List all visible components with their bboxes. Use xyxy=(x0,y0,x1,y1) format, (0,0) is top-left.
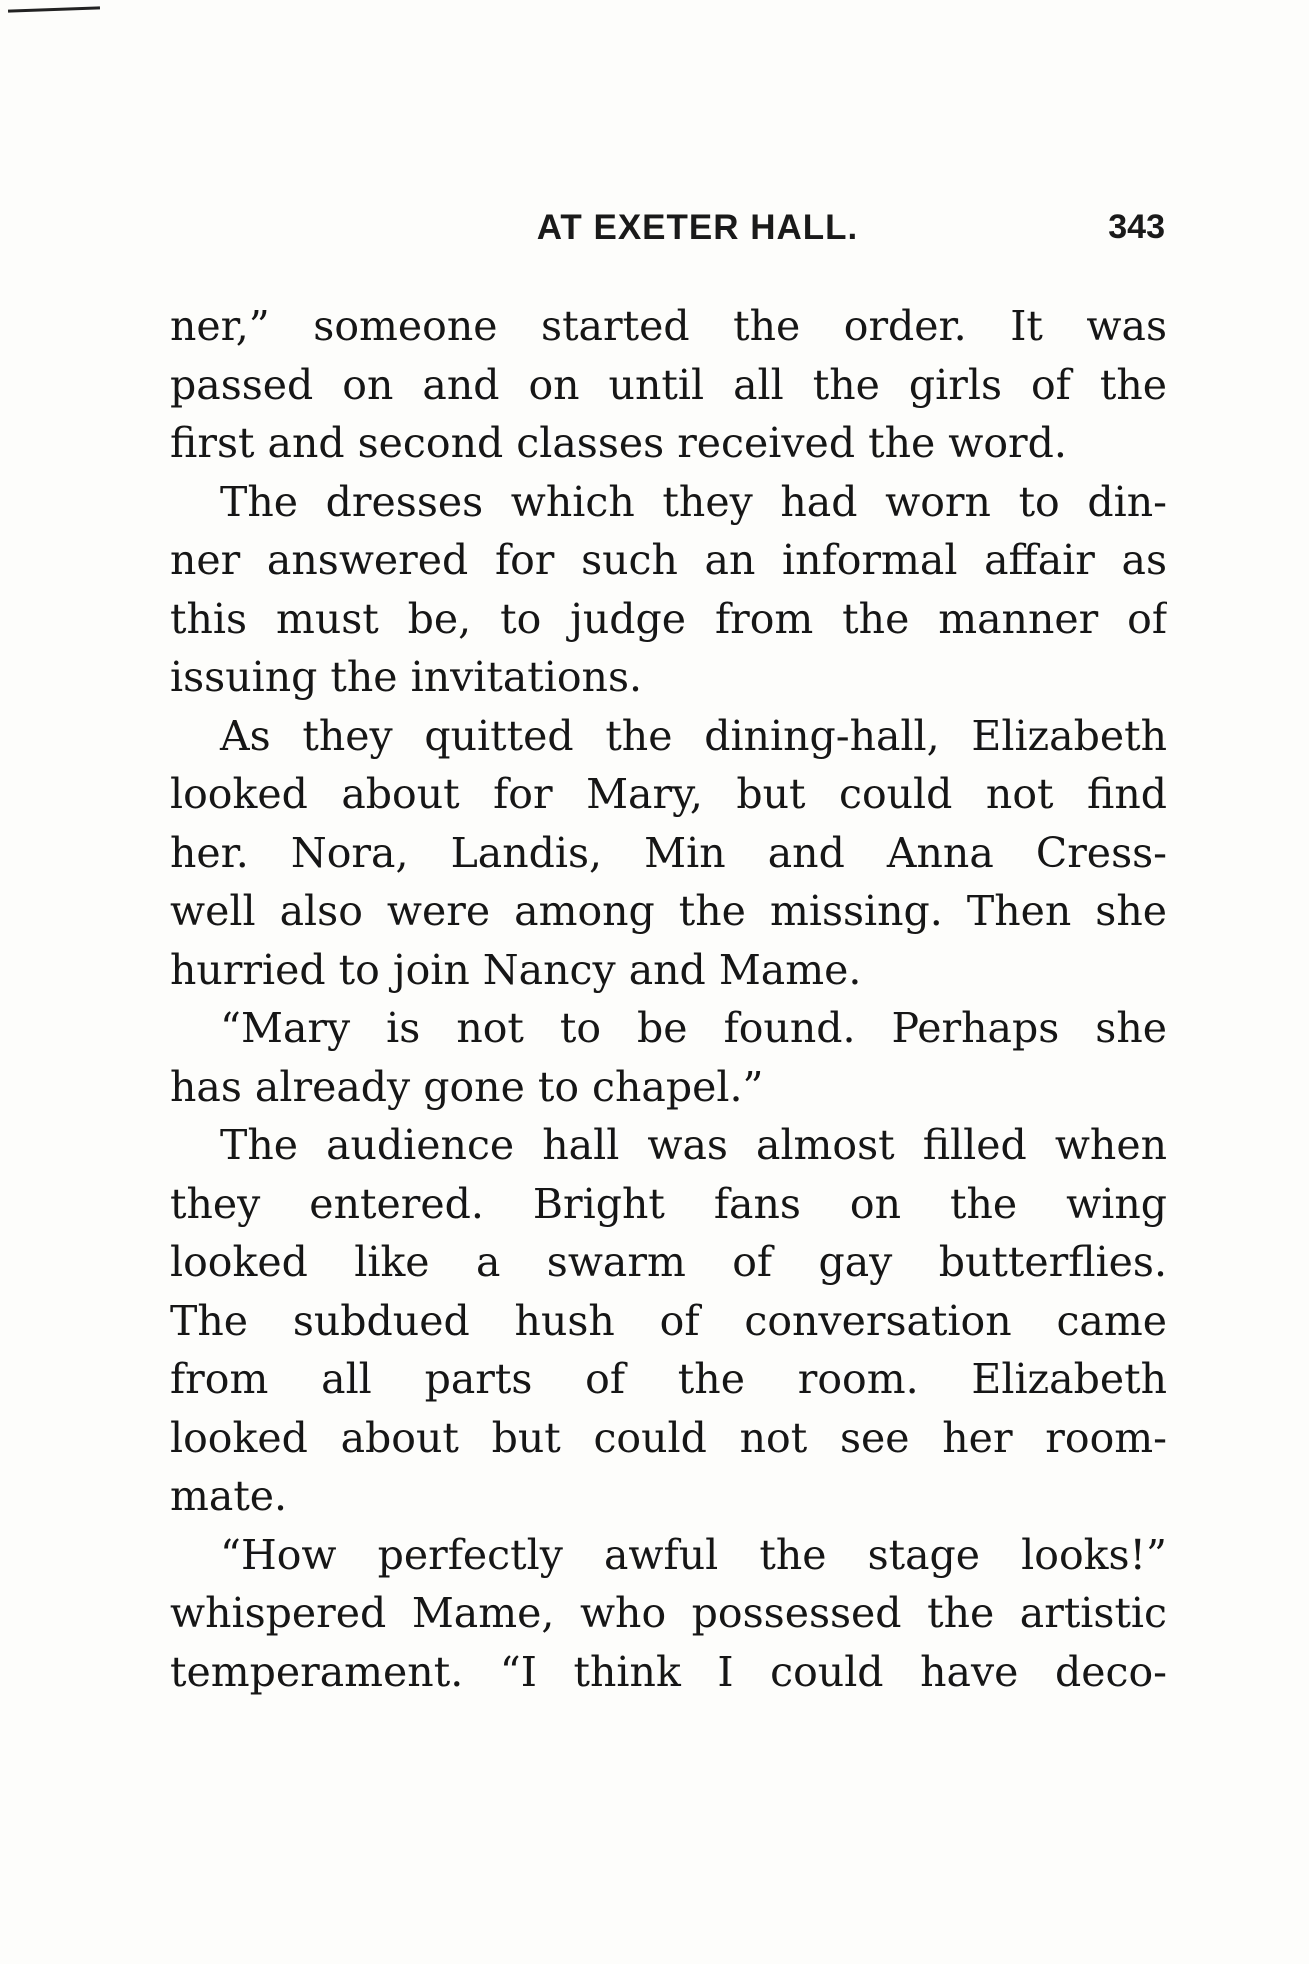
text-line: looked about but could not see her room- xyxy=(170,1413,1167,1462)
text-line: As they quitted the dining-hall, Elizabeth xyxy=(220,711,1167,760)
text-line: hurried to join Nancy and Mame. xyxy=(170,945,862,994)
running-title: AT EXETER HALL. xyxy=(536,208,859,247)
text-line: passed on and on until all the girls of the xyxy=(170,360,1167,409)
body-text xyxy=(170,297,1167,1701)
text-line: issuing the invitations. xyxy=(170,653,643,701)
text-line: The subdued hush of conversation came xyxy=(170,1296,1167,1345)
text-line: this must be, to judge from the manner of xyxy=(170,594,1167,643)
text-line: ner answered for such an informal affair as xyxy=(170,536,1167,584)
text-line: from all parts of the room. Elizabeth xyxy=(170,1355,1167,1403)
text-line: looked about for Mary, but could not find xyxy=(170,770,1167,818)
text-line: temperament. “I think I could have deco- xyxy=(170,1647,1167,1696)
text-line: first and second classes received the word. xyxy=(170,419,1067,467)
text-line: The dresses which they had worn to din- xyxy=(220,477,1167,526)
text-line: “Mary is not to be found. Perhaps she xyxy=(220,1004,1167,1052)
text-line: ner,” someone started the order. It was xyxy=(170,302,1167,350)
text-line: has already gone to chapel.” xyxy=(170,1062,764,1111)
text-line: mate. xyxy=(170,1472,288,1520)
page-number: 343 xyxy=(1108,208,1165,246)
text-line: well also were among the missing. Then she xyxy=(170,887,1167,935)
scan-corner-mark xyxy=(8,6,100,12)
text-line: whispered Mame, who possessed the artistic xyxy=(170,1589,1167,1637)
text-line: “How perfectly awful the stage looks!” xyxy=(220,1530,1167,1579)
text-line: The audience hall was almost filled when xyxy=(220,1121,1167,1169)
page-header xyxy=(170,208,1165,258)
text-line: looked like a swarm of gay butterflies. xyxy=(170,1238,1167,1286)
text-line: they entered. Bright fans on the wing xyxy=(170,1179,1167,1228)
text-line: her. Nora, Landis, Min and Anna Cress- xyxy=(170,828,1167,877)
